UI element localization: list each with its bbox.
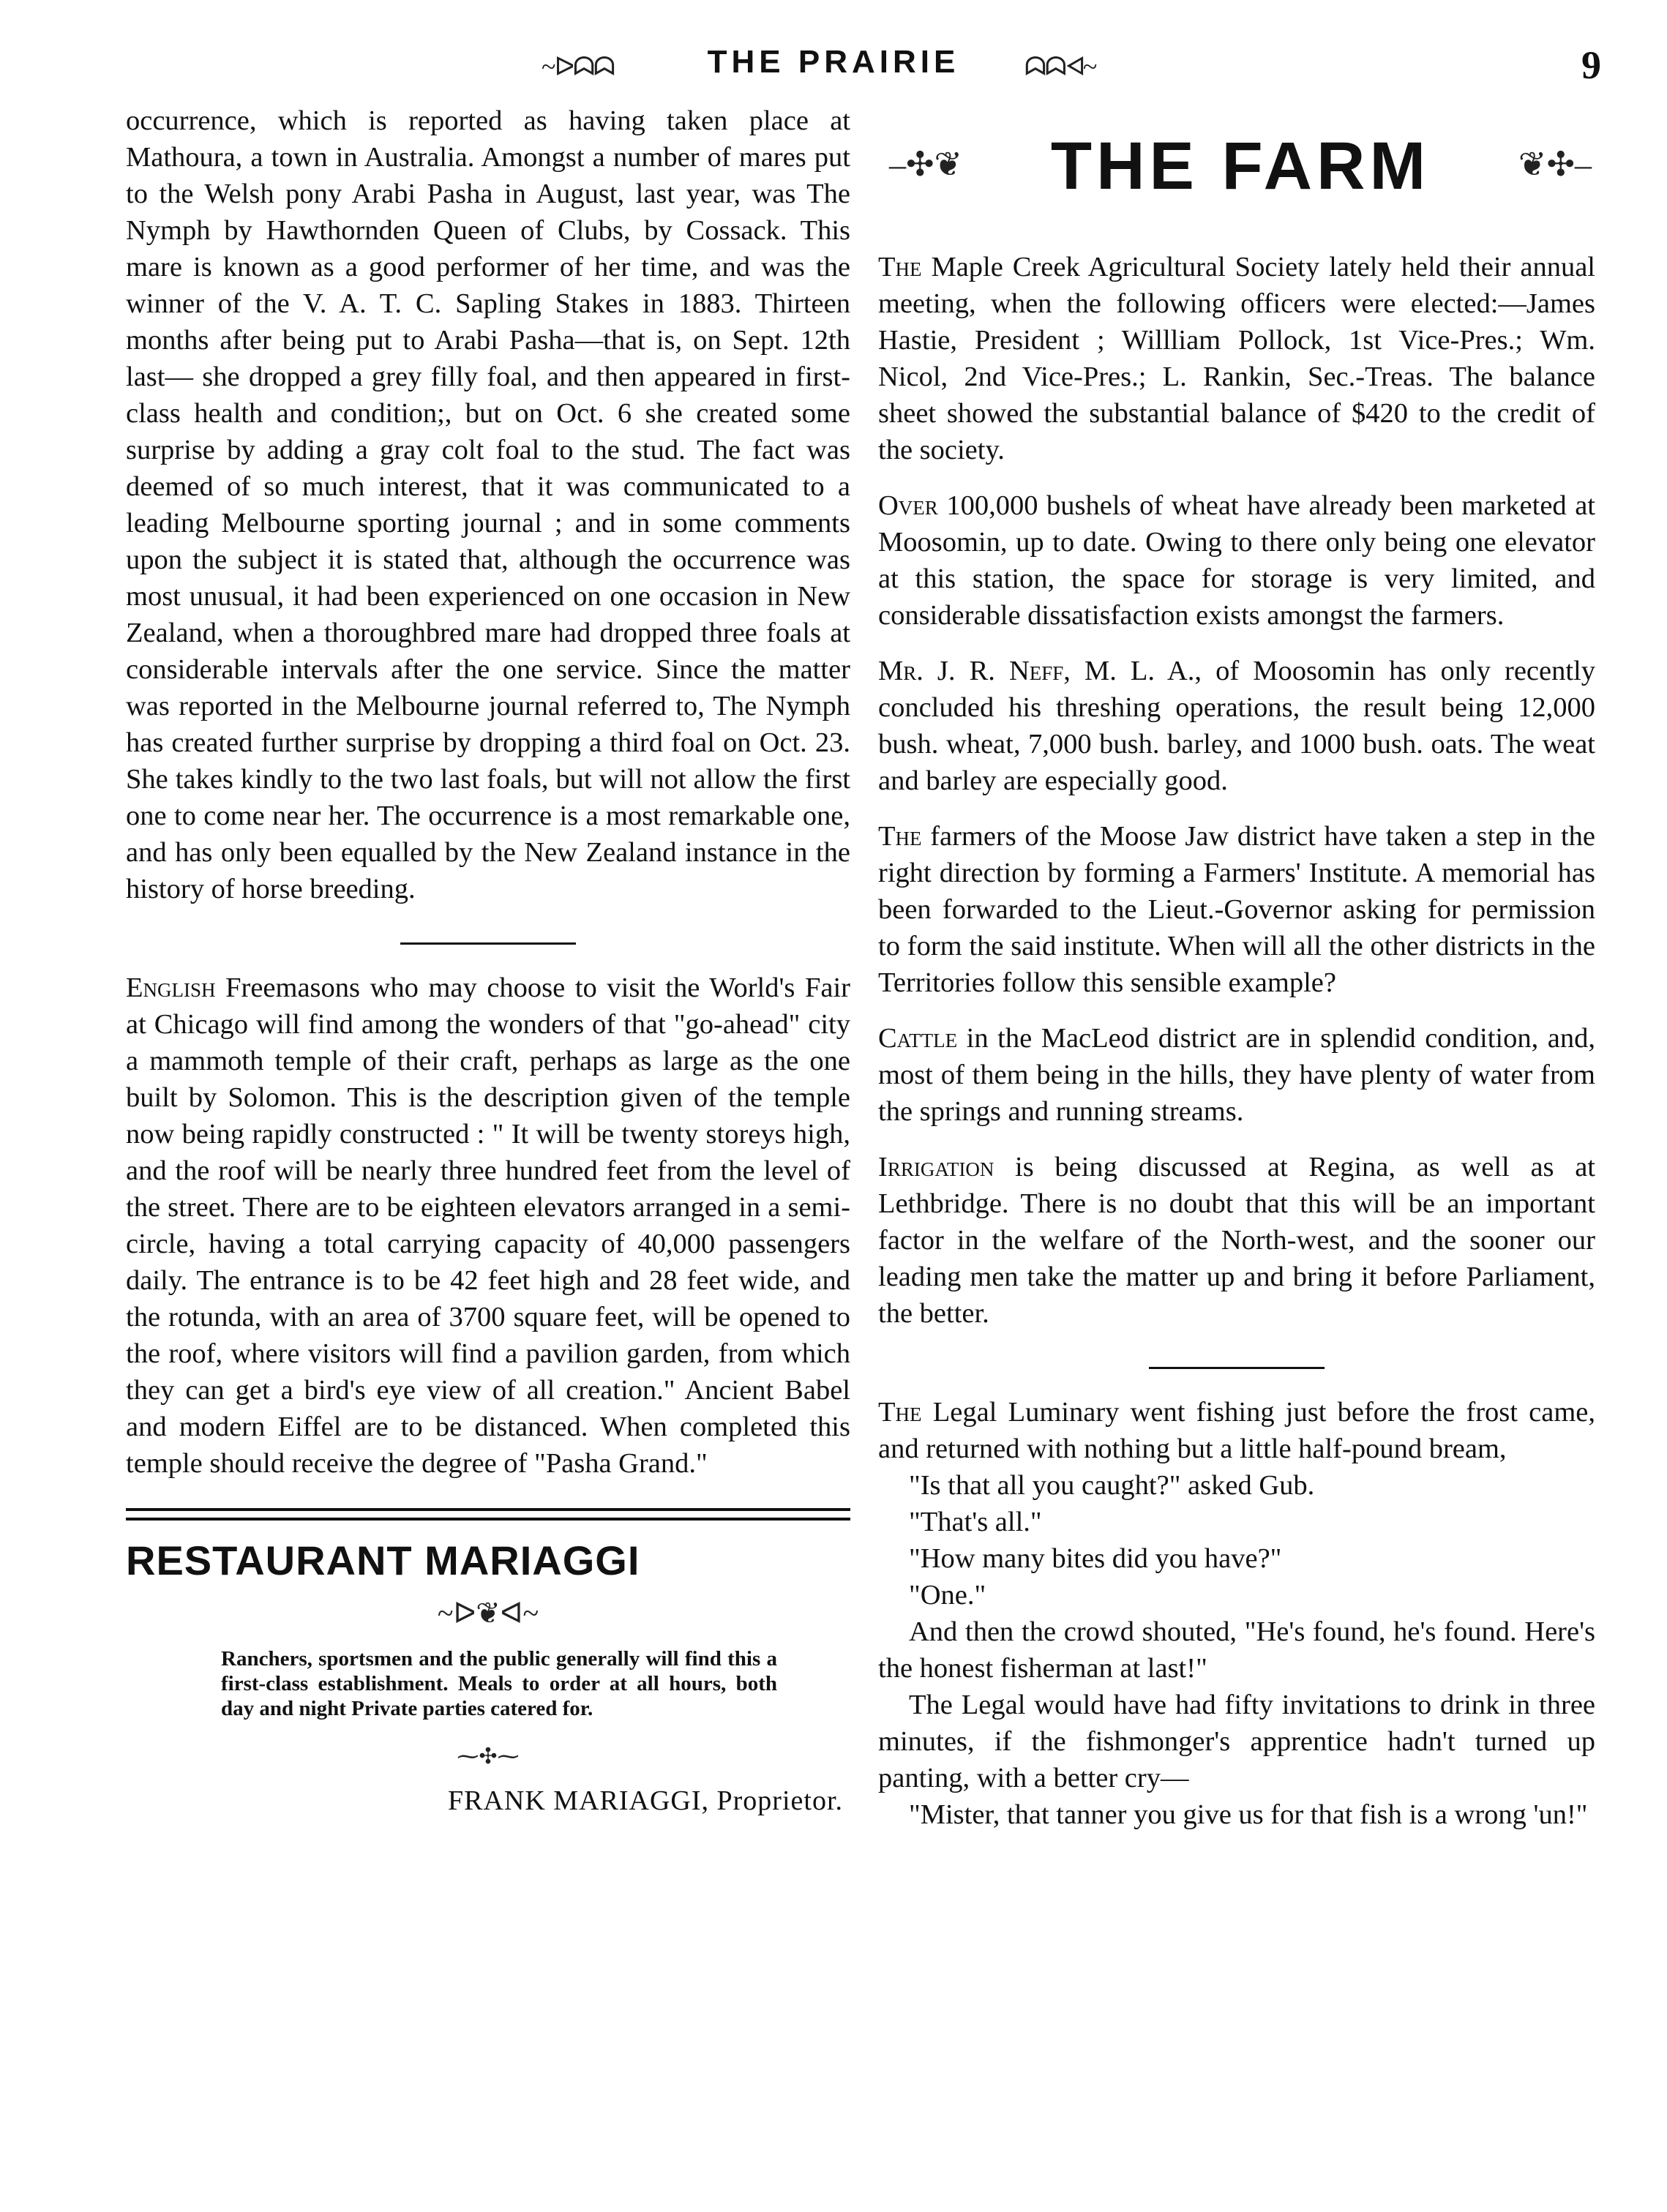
article-lead-word: English [126,972,216,1003]
ornament-small: ⁓✣⁓ [457,1744,520,1769]
ornament-flourish: ~ᐅ❦ᐊ~ [437,1597,539,1630]
restaurant-proprietor: FRANK MARIAGGI, Proprietor. [448,1785,843,1816]
dialogue-line: "That's all." [909,1507,1042,1537]
farm-item [878,487,1595,634]
dialogue-line: "How many bites did you have?" [909,1543,1282,1574]
farm-section-heading [874,128,1606,209]
restaurant-advertisement [126,1537,850,1819]
article-body: Freemasons who may choose to visit the World's Fair at Chicago will find among the wonders of that "go-ahead" city a mammoth temple of their craft, perhaps as large as the one built by Solomon. This is the description given of the temple now being rapidly constructed : " It will be twenty storeys high, and the roof will be nearly three hundred feet from the level of the street. There are to be eighteen elevators arranged in a semi-circle, having a total carrying capacity of 40,000 passengers daily. The entrance is to be 42 feet high and 28 feet wide, and the rotunda, with an area of 3700 square feet, will be opened to the roof, where visitors will find a pavilion garden, from which they can get a bird's eye view of all creation." Ancient Babel and modern Eiffel are to be distanced. When completed this temple should receive the degree of "Pasha Grand." [126,972,850,1479]
section-title: THE FARM [1050,129,1431,203]
anecdote-legal-luminary [878,1394,1595,1833]
item-body: is being discussed at Regina, as well as at Lethbridge. There is no doubt that this will be an important factor in the welfare of the North-west, and the sooner our leading men take the matter up and bring it before Parliament, the better. [878,1152,1595,1329]
right-column [878,249,1595,1833]
restaurant-description: Ranchers, sportsmen and the public generally will find this a first-class establishment. Meals to order at all hours, both day and night Private parties catered for. [221,1647,777,1720]
item-body: in the MacLeod district are in splendid condition, and, most of them being in the hills, they have plenty of water from the springs and running streams. [878,1023,1595,1127]
item-lead-word: The [878,252,922,282]
ornament-right: ❦✣– [1518,146,1592,183]
anecdote-body: Legal Luminary went fishing just before the frost came, and returned with nothing but a little half-pound bream, [878,1397,1595,1464]
farm-item [878,653,1595,799]
farm-item [878,1149,1595,1332]
section-divider [1149,1367,1325,1369]
masthead-title: THE PRAIRIE [707,44,960,80]
left-column [126,102,850,1819]
header-ornament-right: ᗣᗣᐊ~ [1024,52,1096,81]
farm-item [878,249,1595,468]
dialogue-line: "Mister, that tanner you give us for that fish is a wrong 'un!" [909,1799,1588,1830]
item-lead-word: Cattle [878,1023,958,1054]
item-lead-word: The [878,821,922,852]
item-body: Maple Creek Agricultural Society lately held their annual meeting, when the following officers were elected:—James Hastie, President ; Willliam Pollock, 1st Vice-Pres.; Wm. Nicol, 2nd Vice-Pres.; L. Rankin, Sec.-Treas. The balance sheet showed the substantial balance of $420 to the credit of the society. [878,252,1595,465]
page-header [0,44,1667,88]
farm-item [878,818,1595,1001]
item-body: farmers of the Moose Jaw district have taken a step in the right direction by forming a Farmers' Institute. A memorial has been forwarded to the Lieut.-Governor asking for permission to form the said institute. When will all the other districts in the Territories follow this sensible example? [878,821,1595,998]
anecdote-lead-word: The [878,1397,922,1428]
item-lead-word: Over [878,490,938,521]
header-ornament-left: ~ᐅᗣᗣ [542,52,614,81]
dialogue-line: "One." [909,1580,986,1611]
article-freemasons-temple [126,970,850,1482]
dialogue-line: "Is that all you caught?" asked Gub. [909,1470,1315,1501]
dialogue-line: And then the crowd shouted, "He's found, he's found. Here's the honest fisherman at last!" [878,1616,1595,1684]
ornament-left: –✣❦ [889,146,963,183]
item-body: M. L. A., of Moosomin has only recently concluded his threshing operations, the result being 12,000 bush. wheat, 7,000 bush. barley, and 1000 bush. oats. The weat and barley are especially good. [878,656,1596,796]
double-rule-divider [126,1508,850,1521]
section-divider [400,942,576,945]
anecdote-intro [878,1394,1595,1467]
article-horse-breeding: occurrence, which is reported as having taken place at Mathoura, a town in Australia. Amongst a number of mares put to the Welsh pony Arabi Pasha in August, last year, was The Nymph by Hawthornden Queen of Clubs, by Cossack. This mare is known as a good performer of her time, and was the winner of the V. A. T. C. Sapling Stakes in 1883. Thirteen months after being put to Arabi Pasha—that is, on Sept. 12th last— she dropped a grey filly foal, and then appeared in first-class health and condition;, but on Oct. 6 she created some surprise by adding a gray colt foal to the stud. The fact was deemed of so much interest, that it was communicated to a leading Melbourne sporting journal ; and in some comments upon the subject it is stated that, although the occurrence was most unusual, it had been experienced on one occasion in New Zealand, when a thoroughbred mare had dropped three foals at considerable intervals after the one service. Since the matter was reported in the Melbourne journal referred to, The Nymph has created further surprise by dropping a third foal on Oct. 23. She takes kindly to the two last foals, but will not allow the first one to come near her. The occurrence is a most remarkable one, and has only been equalled by the New Zealand instance in the history of horse breeding. [126,105,850,904]
restaurant-name: RESTAURANT MARIAGGI [126,1537,640,1583]
item-body: 100,000 bushels of wheat have already been marketed at Moosomin, up to date. Owing to there only being one elevator at this station, the space for storage is very limited, and considerable dissatisfaction exists amongst the farmers. [878,490,1595,631]
farm-item [878,1020,1595,1130]
page-number: 9 [1581,43,1601,87]
dialogue-line: The Legal would have had fifty invitations to drink in three minutes, if the fishmonger's apprentice hadn't turned up panting, with a better cry— [878,1690,1595,1793]
item-lead-word: Irrigation [878,1152,994,1182]
item-lead-word: Mr. J. R. Neff, [878,656,1071,686]
